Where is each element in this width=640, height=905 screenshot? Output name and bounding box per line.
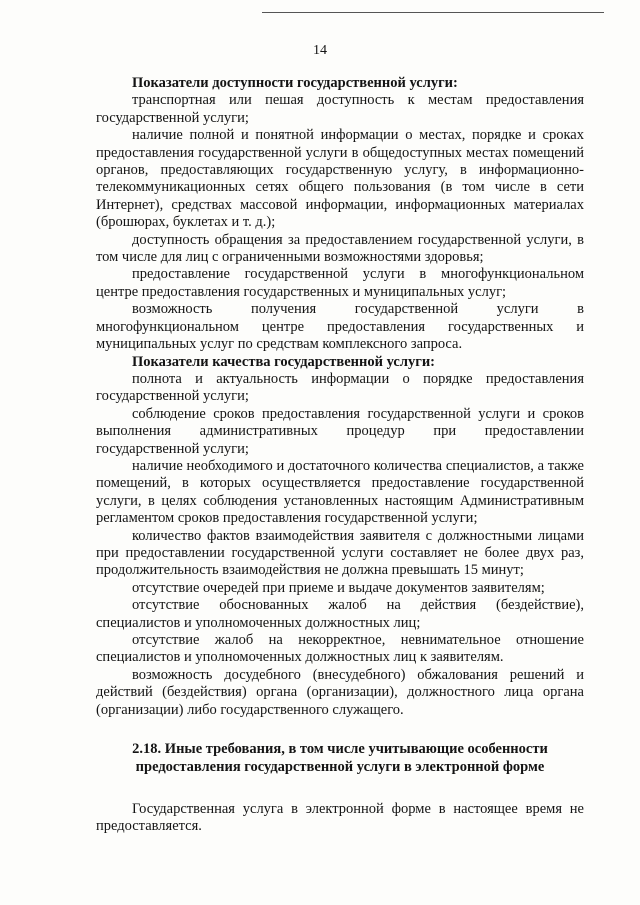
quality-item: отсутствие обоснованных жалоб на действия (бездействие), специалистов и уполномоченных должностных лиц; bbox=[96, 597, 584, 631]
quality-item: количество фактов взаимодействия заявителя с должностными лицами при предоставлении государственной услуги составляет не более двух раз, продолжительность взаимодействия не должна превышать 15 минут; bbox=[96, 527, 584, 579]
top-rule bbox=[262, 12, 604, 13]
document-body bbox=[96, 75, 584, 836]
availability-item: возможность получения государственной услуги в многофункциональном центре предоставления государственных и муниципальных услуг по средствам комплексного запроса. bbox=[96, 301, 584, 353]
availability-item: наличие полной и понятной информации о местах, порядке и сроках предоставления государственной услуги в общедоступных местах помещений органов, предоставляющих государственную услугу, в информационно-телекоммуникационных сетях общего пользования (в том числе в сети Интернет), средствах массовой информации, информационных материалах (брошюрах, буклетах и т. д.); bbox=[96, 127, 584, 231]
availability-item: доступность обращения за предоставлением государственной услуги, в том числе для лиц с ограниченными возможностями здоровья; bbox=[96, 231, 584, 266]
quality-item: соблюдение сроков предоставления государственной услуги и сроков выполнения административных процедур при предоставлении государственной услуги; bbox=[96, 405, 584, 457]
section-heading-line: предоставления государственной услуги в электронной форме bbox=[135, 759, 545, 776]
page-number: 14 bbox=[313, 43, 327, 58]
section-heading-line: 2.18. Иные требования, в том числе учитывающие особенности bbox=[132, 741, 548, 758]
availability-item: предоставление государственной услуги в многофункциональном центре предоставления государственных и муниципальных услуг; bbox=[96, 266, 584, 300]
quality-item: отсутствие очередей при приеме и выдаче документов заявителям; bbox=[132, 579, 545, 596]
section-text: Государственная услуга в электронной форме в настоящее время не предоставляется. bbox=[96, 801, 584, 835]
quality-heading: Показатели качества государственной услуги: bbox=[132, 353, 436, 370]
availability-item: транспортная или пешая доступность к местам предоставления государственной услуги; bbox=[96, 92, 584, 126]
quality-item: возможность досудебного (внесудебного) обжалования решений и действий (бездействия) органа (организации), должностного лица органа (организации) либо государственного служащего. bbox=[96, 666, 584, 718]
quality-item: наличие необходимого и достаточного количества специалистов, а также помещений, в которых осуществляется предоставление государственной услуги, в целях соблюдения установленных настоящим Административным регламентом сроков предоставления государственной услуги; bbox=[96, 457, 584, 527]
availability-heading: Показатели доступности государственной услуги: bbox=[132, 75, 458, 91]
quality-item: отсутствие жалоб на некорректное, невнимательное отношение специалистов и уполномоченных должностных лиц к заявителям. bbox=[96, 632, 584, 666]
section-heading bbox=[96, 740, 584, 776]
quality-item: полнота и актуальность информации о порядке предоставления государственной услуги; bbox=[96, 370, 584, 405]
